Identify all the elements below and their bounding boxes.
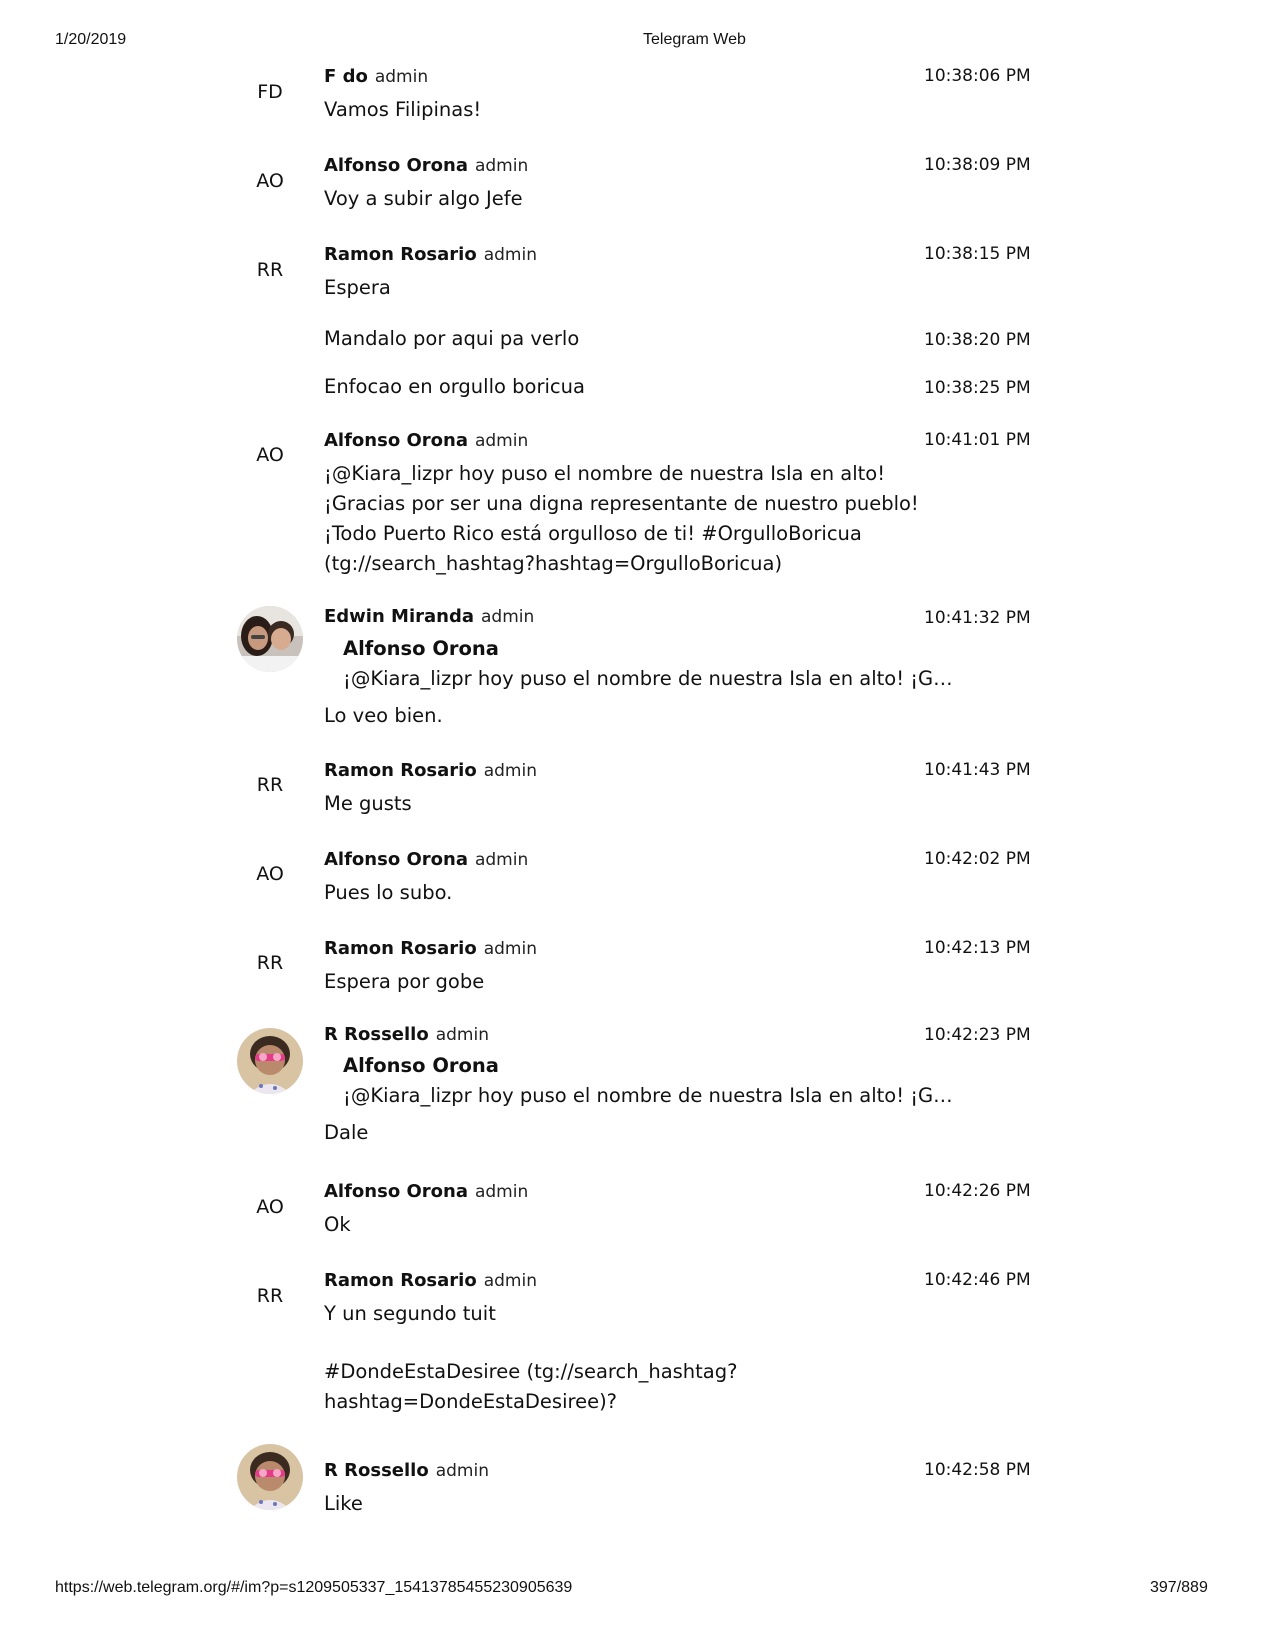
quote-author: Alfonso Orona	[343, 637, 499, 660]
message-author	[324, 849, 528, 870]
author-role: admin	[474, 156, 529, 176]
author-name[interactable]: Ramon Rosario	[324, 760, 477, 781]
message-author	[324, 66, 428, 87]
print-url[interactable]: https://web.telegram.org/#/im?p=s1209505337_15413785455230905639	[55, 1579, 573, 1596]
author-name[interactable]: Alfonso Orona	[324, 1181, 468, 1202]
author-name[interactable]: Alfonso Orona	[324, 430, 468, 451]
author-role: admin	[474, 1182, 529, 1202]
author-name[interactable]: Ramon Rosario	[324, 938, 477, 959]
message-time: 10:38:06 PM	[924, 66, 1031, 86]
message-text: Espera	[324, 276, 391, 299]
author-name[interactable]: Ramon Rosario	[324, 1270, 477, 1291]
author-role: admin	[481, 607, 535, 627]
message-time: 10:41:01 PM	[924, 430, 1031, 450]
avatar[interactable]: FD	[257, 81, 283, 103]
message-author	[324, 430, 528, 451]
print-page-number: 397/889	[1150, 1579, 1208, 1596]
message-text: Pues lo subo.	[324, 881, 453, 904]
message-line: hashtag=DondeEstaDesiree)?	[324, 1390, 618, 1413]
avatar-photo[interactable]	[237, 606, 303, 672]
message-text	[324, 1357, 944, 1417]
reply-quote[interactable]	[343, 1051, 953, 1111]
message-author	[324, 606, 534, 627]
message-text: Y un segundo tuit	[324, 1302, 496, 1325]
message-text: Vamos Filipinas!	[324, 98, 482, 121]
avatar[interactable]: RR	[256, 774, 284, 796]
message-text: Ok	[324, 1213, 351, 1236]
message-time: 10:42:58 PM	[924, 1460, 1031, 1480]
avatar[interactable]: AO	[256, 444, 284, 466]
avatar-photo[interactable]	[237, 1444, 303, 1510]
message-text: Mandalo por aqui pa verlo	[324, 327, 580, 350]
message-text	[324, 459, 944, 579]
message-text: Me gusts	[324, 792, 412, 815]
author-name[interactable]: F do	[324, 66, 368, 87]
print-date: 1/20/2019	[55, 31, 127, 48]
avatar[interactable]: RR	[256, 1285, 284, 1307]
avatar-photo-icon	[237, 1444, 303, 1510]
author-role: admin	[483, 1271, 537, 1291]
quote-text: ¡@Kiara_lizpr hoy puso el nombre de nuestra Isla en alto! ¡G…	[343, 1084, 953, 1107]
author-name[interactable]: Edwin Miranda	[324, 606, 475, 627]
message-text: Enfocao en orgullo boricua	[324, 375, 585, 398]
message-author	[324, 155, 528, 176]
message-text: Espera por gobe	[324, 970, 485, 993]
author-role: admin	[374, 67, 429, 87]
message-line: ¡@Kiara_lizpr hoy puso el nombre de nuestra Isla en alto!	[324, 462, 886, 485]
message-author	[324, 1460, 489, 1481]
avatar[interactable]: AO	[256, 1196, 284, 1218]
avatar[interactable]: AO	[256, 170, 284, 192]
message-author	[324, 1270, 537, 1291]
message-time: 10:38:15 PM	[924, 244, 1031, 264]
message-text: Voy a subir algo Jefe	[324, 187, 523, 210]
avatar[interactable]: RR	[256, 952, 284, 974]
message-text: Lo veo bien.	[324, 704, 443, 727]
author-name[interactable]: Alfonso Orona	[324, 155, 468, 176]
author-name[interactable]: R Rossello	[324, 1024, 429, 1045]
message-time: 10:42:02 PM	[924, 849, 1031, 869]
message-time: 10:38:09 PM	[924, 155, 1031, 175]
message-time: 10:38:20 PM	[924, 330, 1031, 350]
message-text: Dale	[324, 1121, 369, 1144]
print-title: Telegram Web	[643, 31, 746, 48]
message-author	[324, 1024, 489, 1045]
message-time: 10:41:43 PM	[924, 760, 1031, 780]
reply-quote[interactable]	[343, 634, 953, 694]
avatar-photo-icon	[237, 1028, 303, 1094]
author-name[interactable]: Ramon Rosario	[324, 244, 477, 265]
quote-author: Alfonso Orona	[343, 1054, 499, 1077]
author-name[interactable]: Alfonso Orona	[324, 849, 468, 870]
message-author	[324, 244, 537, 265]
avatar-photo[interactable]	[237, 1028, 303, 1094]
message-author	[324, 760, 537, 781]
message-time: 10:42:26 PM	[924, 1181, 1031, 1201]
message-author	[324, 1181, 528, 1202]
author-role: admin	[435, 1025, 489, 1045]
author-role: admin	[483, 939, 537, 959]
message-time: 10:42:46 PM	[924, 1270, 1031, 1290]
message-time: 10:42:23 PM	[924, 1025, 1031, 1045]
quote-text: ¡@Kiara_lizpr hoy puso el nombre de nuestra Isla en alto! ¡G…	[343, 667, 953, 690]
message-line: (tg://search_hashtag?hashtag=OrgulloBoricua)	[324, 552, 783, 575]
author-role: admin	[483, 245, 537, 265]
avatar[interactable]: RR	[256, 259, 284, 281]
message-author	[324, 938, 537, 959]
message-time: 10:41:32 PM	[924, 608, 1031, 628]
author-name[interactable]: R Rossello	[324, 1460, 429, 1481]
author-role: admin	[474, 431, 529, 451]
message-time: 10:42:13 PM	[924, 938, 1031, 958]
message-time: 10:38:25 PM	[924, 378, 1031, 398]
message-line: #DondeEstaDesiree (tg://search_hashtag?	[324, 1360, 738, 1383]
author-role: admin	[435, 1461, 489, 1481]
avatar-photo-icon	[237, 606, 303, 672]
message-line: ¡Todo Puerto Rico está orgulloso de ti! #OrgulloBoricua	[324, 522, 862, 545]
message-line: ¡Gracias por ser una digna representante de nuestro pueblo!	[324, 492, 919, 515]
author-role: admin	[483, 761, 537, 781]
message-text: Like	[324, 1492, 363, 1515]
author-role: admin	[474, 850, 529, 870]
avatar[interactable]: AO	[256, 863, 284, 885]
